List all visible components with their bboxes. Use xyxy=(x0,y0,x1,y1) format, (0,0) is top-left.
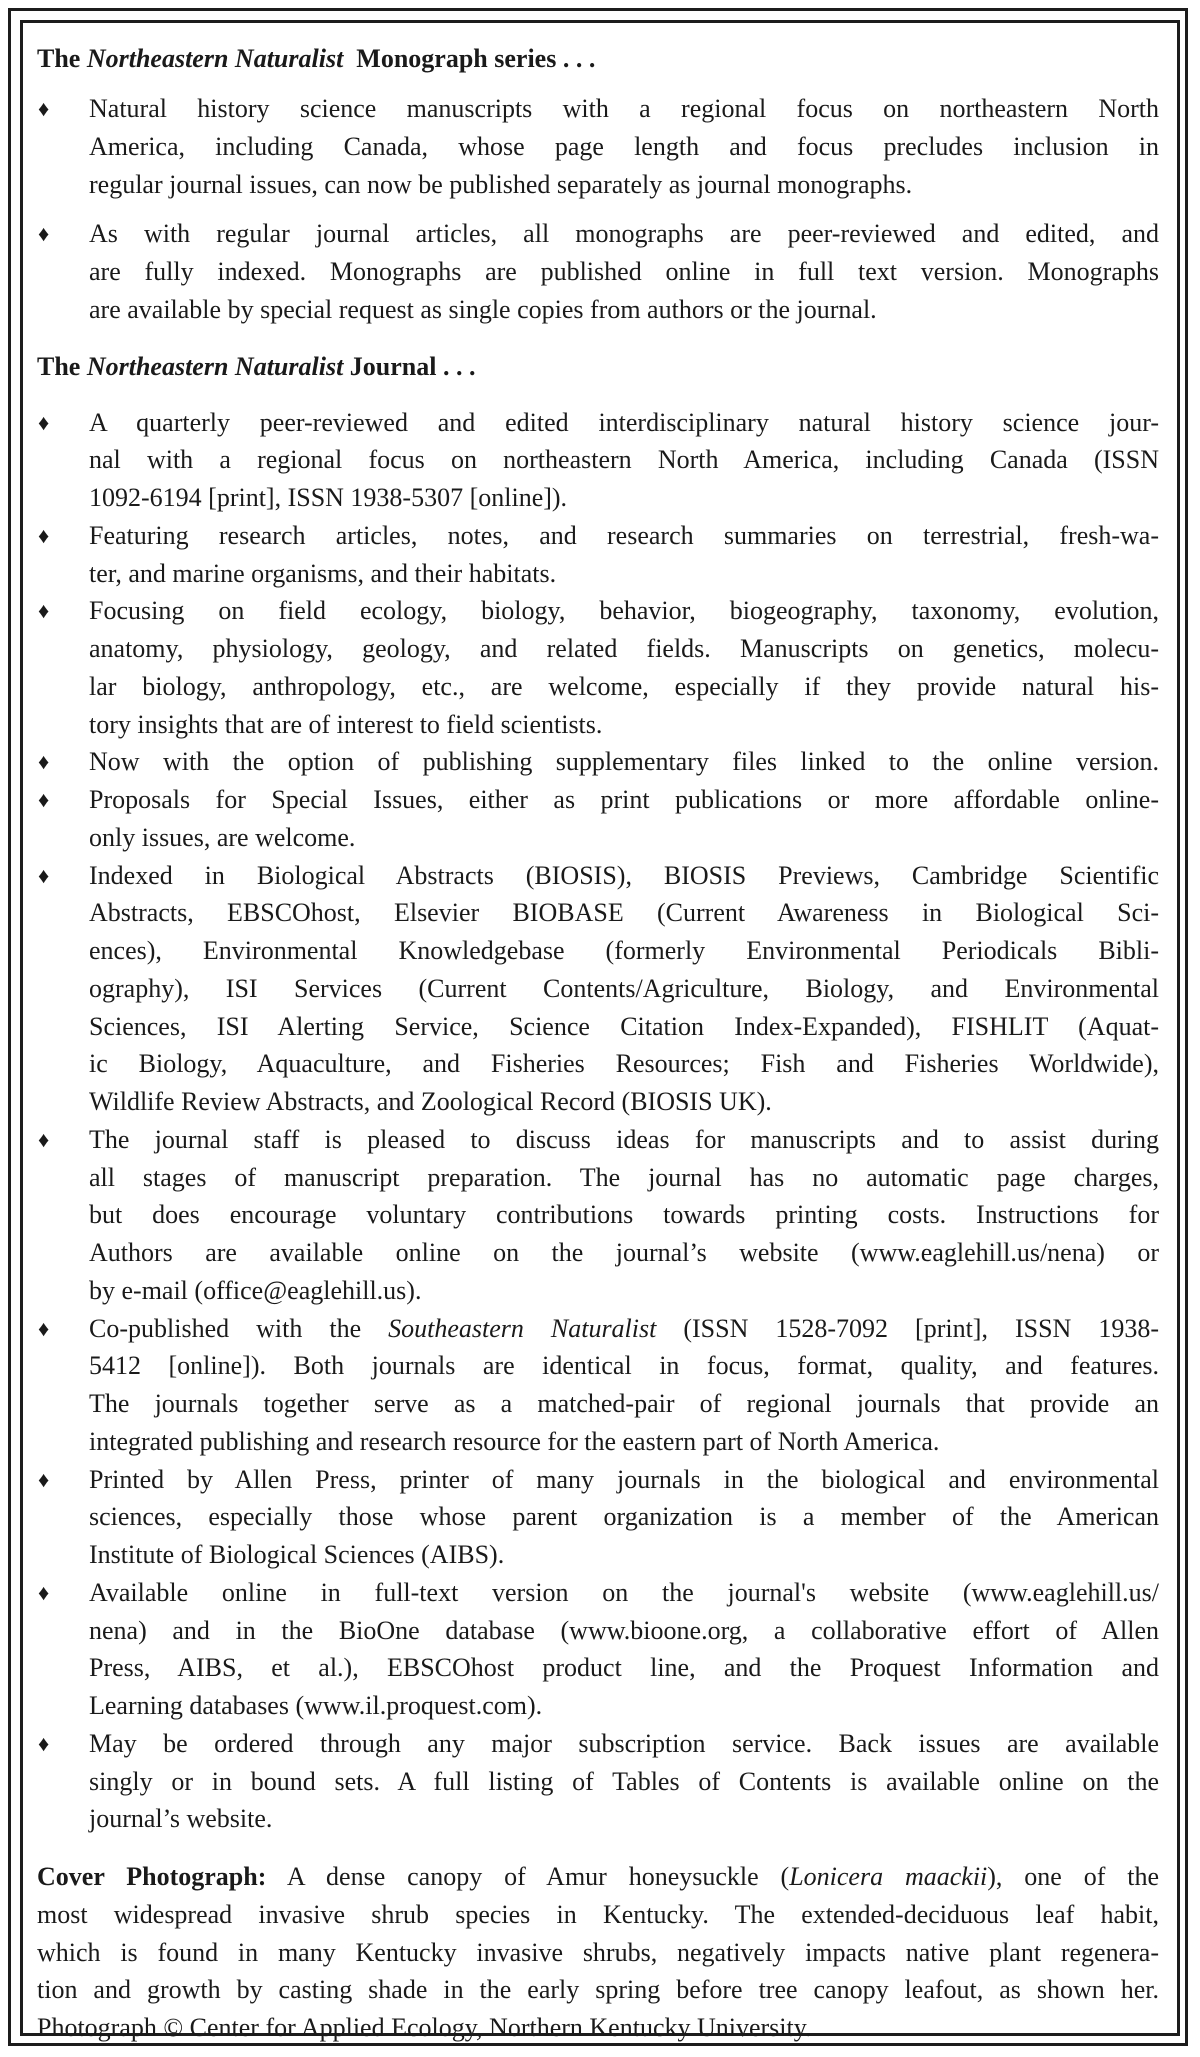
diamond-bullet-icon: ♦ xyxy=(38,522,50,548)
diamond-bullet-icon: ♦ xyxy=(38,1579,50,1605)
text-line: Now with the option of publishing supplementary files linked to the online version. xyxy=(89,747,1159,777)
text-line: Wildlife Review Abstracts, and Zoological Record (BIOSIS UK). xyxy=(89,1087,772,1116)
diamond-bullet-icon: ♦ xyxy=(38,1730,50,1756)
text-line: Institute of Biological Sciences (AIBS). xyxy=(89,1540,505,1569)
text-line: The journals together serve as a matched-pair of regional journals that provide an xyxy=(89,1389,1159,1418)
text-line: ic Biology, Aquaculture, and Fisheries Resources; Fish and Fisheries Worldwide), xyxy=(89,1049,1159,1079)
text-line: Available online in full-text version on the journal's website (www.eaglehill.us/ xyxy=(89,1577,1159,1607)
text-line: journal’s website. xyxy=(89,1804,273,1834)
text-line: May be ordered through any major subscription service. Back issues are available xyxy=(89,1728,1159,1758)
text-line: sciences, especially those whose parent organization is a member of the American xyxy=(89,1502,1159,1532)
text-line: only issues, are welcome. xyxy=(89,822,356,852)
monograph-heading xyxy=(37,40,1159,78)
diamond-bullet-icon: ♦ xyxy=(38,1315,50,1341)
photo-credit: Photograph © Center for Applied Ecology, Northern Kentucky University. xyxy=(37,2013,812,2042)
text-line: A quarterly peer-reviewed and edited interdisciplinary natural history science jour- xyxy=(89,407,1159,437)
text-line: regular journal issues, can now be published separately as journal monographs. xyxy=(89,169,913,199)
text-line: nena) and in the BioOne database (www.bioone.org, a collaborative effort of Allen xyxy=(89,1615,1159,1645)
journal-bullet-2 xyxy=(37,517,1159,593)
text-line: 1092-6194 [print], ISSN 1938-5307 [online]). xyxy=(89,483,568,512)
text-line: Authors are available online on the journal’s website (www.eaglehill.us/nena) or xyxy=(89,1238,1159,1267)
text-line: Focusing on field ecology, biology, behavior, biogeography, taxonomy, evolution, xyxy=(89,596,1159,626)
text-line: Printed by Allen Press, printer of many journals in the biological and environmental xyxy=(89,1464,1159,1494)
text-line: nal with a regional focus on northeastern North America, including Canada (ISSN xyxy=(89,445,1159,475)
heading-prefix: The xyxy=(37,44,81,73)
text-line: Sciences, ISI Alerting Service, Science Citation Index-Expanded), FISHLIT (Aquat- xyxy=(89,1011,1159,1041)
journal-bullet-7 xyxy=(37,1121,1159,1310)
text-line: by e-mail (office@eaglehill.us). xyxy=(89,1275,422,1305)
text-line: are available by special request as single copies from authors or the journal. xyxy=(89,294,877,324)
text-line: tory insights that are of interest to field scientists. xyxy=(89,709,603,739)
text-line: singly or in bound sets. A full listing of Tables of Contents is available online on the xyxy=(89,1766,1159,1796)
diamond-bullet-icon: ♦ xyxy=(38,221,50,247)
cover-photograph-label: Cover Photograph: xyxy=(37,1862,267,1891)
text-fragment: ), one of the xyxy=(987,1862,1160,1891)
text-line: America, including Canada, whose page length and focus precludes inclusion in xyxy=(89,131,1159,161)
species-name-italic: Lonicera maackii xyxy=(789,1862,988,1891)
journal-heading xyxy=(37,348,1159,386)
text-line: Proposals for Special Issues, either as print publications or more affordable online- xyxy=(89,785,1159,814)
diamond-bullet-icon: ♦ xyxy=(38,409,50,435)
diamond-bullet-icon: ♦ xyxy=(38,749,50,775)
diamond-bullet-icon: ♦ xyxy=(38,862,50,888)
text-line: which is found in many Kentucky invasive shrubs, negatively impacts native plant regenera- xyxy=(37,1937,1159,1967)
monograph-bullet-2 xyxy=(37,215,1159,328)
text-line: lar biology, anthropology, etc., are welcome, especially if they provide natural his- xyxy=(89,671,1159,701)
text-line: most widespread invasive shrub species in Kentucky. The extended-deciduous leaf habit, xyxy=(37,1899,1159,1929)
text-line: tion and growth by casting shade in the early spring before tree canopy leafout, as shown her. xyxy=(37,1975,1159,2005)
text-line: all stages of manuscript preparation. The journal has no automatic page charges, xyxy=(89,1162,1159,1192)
text-line: but does encourage voluntary contributions towards printing costs. Instructions for xyxy=(89,1200,1159,1230)
text-line: Natural history science manuscripts with a regional focus on northeastern North xyxy=(89,94,1159,123)
text-line: 5412 [online]). Both journals are identical in focus, format, quality, and features. xyxy=(89,1351,1159,1381)
heading-suffix: Journal . . . xyxy=(349,351,476,381)
text-fragment: Co-published with the xyxy=(89,1313,389,1343)
monograph-bullet-1 xyxy=(37,90,1159,203)
journal-name-italic: Northeastern Naturalist xyxy=(86,44,344,73)
text-line: Indexed in Biological Abstracts (BIOSIS), BIOSIS Previews, Cambridge Scientific xyxy=(89,860,1159,890)
journal-bullet-5 xyxy=(37,781,1159,857)
heading-prefix: The xyxy=(37,351,81,381)
monograph-section xyxy=(37,40,1159,329)
text-fragment: A dense canopy of Amur honeysuckle ( xyxy=(266,1862,790,1891)
cover-photograph-caption xyxy=(37,1858,1159,2047)
text-line: The journal staff is pleased to discuss ideas for manuscripts and to assist during xyxy=(89,1124,1159,1154)
journal-bullet-4 xyxy=(37,743,1159,781)
journal-bullet-10 xyxy=(37,1574,1159,1725)
text-line: Press, AIBS, et al.), EBSCOhost product line, and the Proquest Information and xyxy=(89,1653,1159,1683)
journal-bullet-11 xyxy=(37,1725,1159,1838)
diamond-bullet-icon: ♦ xyxy=(38,598,50,624)
text-line: are fully indexed. Monographs are published online in full text version. Monographs xyxy=(89,257,1159,286)
page-content xyxy=(37,40,1159,2047)
text-line: ography), ISI Services (Current Contents/Agriculture, Biology, and Environmental xyxy=(89,973,1159,1003)
journal-bullet-6 xyxy=(37,857,1159,1121)
diamond-bullet-icon: ♦ xyxy=(38,96,50,121)
journal-bullet-3 xyxy=(37,592,1159,743)
text-line: anatomy, physiology, geology, and related fields. Manuscripts on genetics, molecu- xyxy=(89,634,1159,663)
text-line: Abstracts, EBSCOhost, Elsevier BIOBASE (Current Awareness in Biological Sci- xyxy=(89,898,1159,928)
text-line: Learning databases (www.il.proquest.com). xyxy=(89,1691,543,1720)
diamond-bullet-icon: ♦ xyxy=(38,787,50,812)
journal-name-italic: Northeastern Naturalist xyxy=(86,351,344,381)
text-line: ter, and marine organisms, and their habitats. xyxy=(89,558,557,588)
diamond-bullet-icon: ♦ xyxy=(38,1126,50,1152)
text-line xyxy=(89,1310,1159,1348)
journal-bullet-9 xyxy=(37,1461,1159,1574)
text-line xyxy=(37,1858,1159,1896)
text-fragment: (ISSN 1528-7092 [print], ISSN 1938- xyxy=(656,1313,1159,1343)
southeastern-naturalist-italic: Southeastern Naturalist xyxy=(388,1313,657,1343)
text-line: ences), Environmental Knowledgebase (formerly Environmental Periodicals Bibli- xyxy=(89,936,1159,965)
journal-section xyxy=(37,348,1159,1839)
journal-bullet-8 xyxy=(37,1310,1159,1461)
text-line: As with regular journal articles, all monographs are peer-reviewed and edited, and xyxy=(89,219,1159,249)
text-line: Featuring research articles, notes, and research summaries on terrestrial, fresh-wa- xyxy=(89,520,1159,550)
text-line: integrated publishing and research resource for the eastern part of North America. xyxy=(89,1426,940,1456)
journal-bullet-1 xyxy=(37,404,1159,517)
heading-suffix: Monograph series . . . xyxy=(356,44,596,73)
diamond-bullet-icon: ♦ xyxy=(38,1466,50,1492)
